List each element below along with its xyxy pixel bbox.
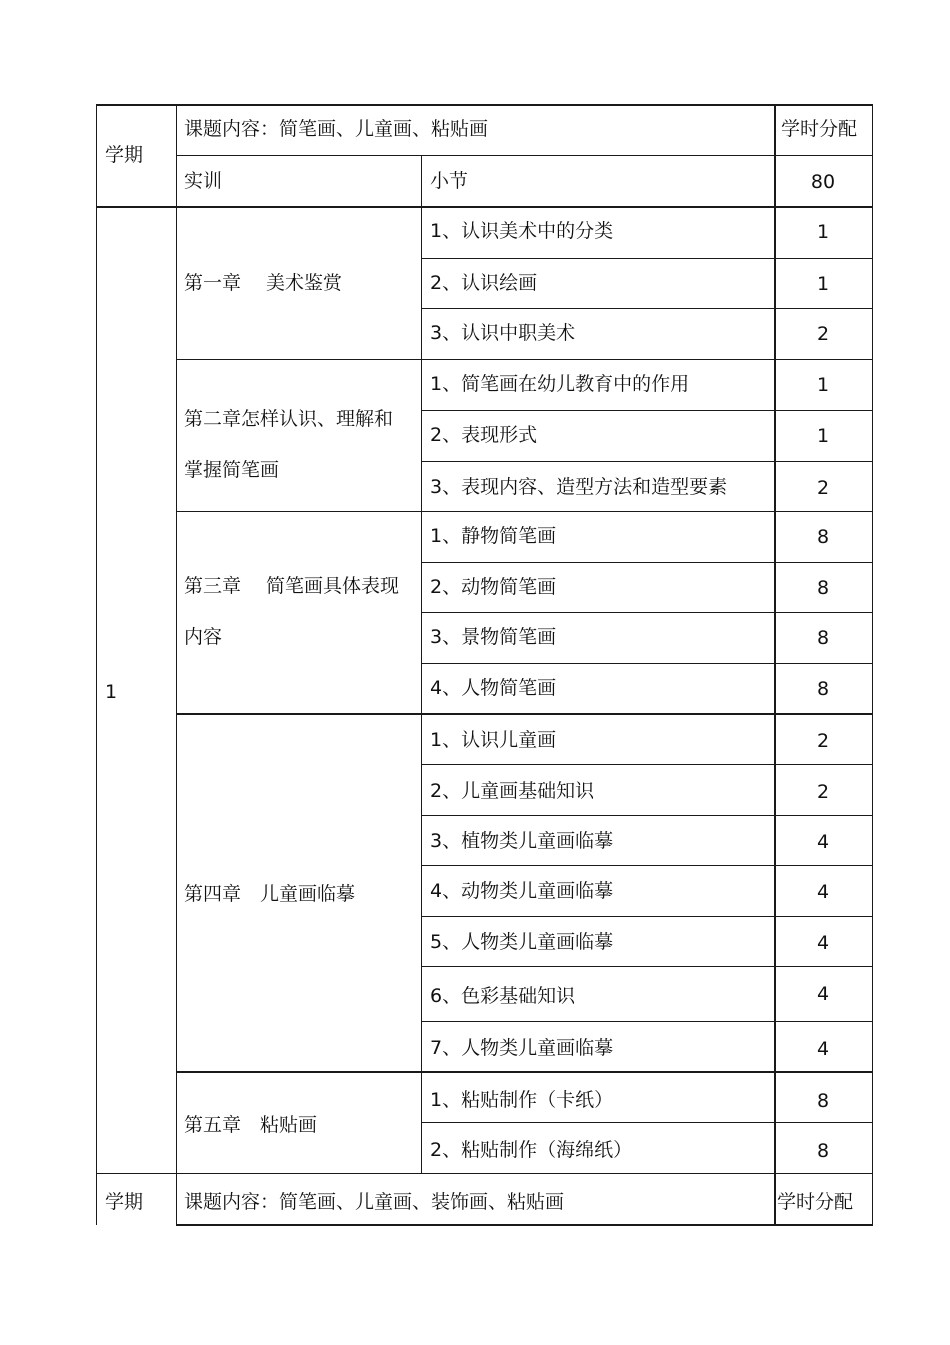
section-name: 3、认识中职美术 (430, 322, 576, 344)
section-hours: 1 (816, 221, 830, 243)
table-border-top (96, 104, 873, 106)
section-hours: 8 (816, 627, 830, 649)
section-hours: 1 (816, 425, 830, 447)
section-hours: 4 (816, 932, 830, 954)
section-hours: 4 (816, 1038, 830, 1060)
section-name: 2、认识绘画 (430, 272, 538, 294)
total-hours: 80 (810, 171, 836, 193)
rule (421, 865, 873, 866)
term-value: 1 (105, 681, 118, 703)
hours-header-repeat: 学时分配 (777, 1191, 854, 1213)
chapter-title: 第三章 简笔画具体表现内容 (184, 575, 400, 648)
term-header-repeat: 学期 (105, 1191, 144, 1213)
section-name: 3、景物简笔画 (430, 626, 557, 648)
section-name: 4、动物类儿童画临摹 (430, 880, 614, 902)
section-name: 2、儿童画基础知识 (430, 780, 595, 802)
section-name: 3、表现内容、造型方法和造型要素 (430, 476, 728, 498)
rule (421, 663, 873, 664)
section-hours: 4 (816, 881, 830, 903)
rule (421, 612, 873, 613)
rule (421, 1122, 873, 1123)
section-name: 4、人物简笔画 (430, 677, 557, 699)
rule (421, 966, 873, 967)
rule (176, 511, 873, 512)
section-header: 小节 (430, 170, 469, 192)
rule (421, 916, 873, 917)
rule (421, 461, 873, 462)
section-hours: 1 (816, 273, 830, 295)
rule (176, 359, 873, 360)
section-hours: 2 (816, 477, 830, 499)
section-name: 6、色彩基础知识 (430, 985, 576, 1007)
rule (421, 764, 873, 765)
hours-header: 学时分配 (781, 118, 858, 140)
rule (421, 258, 873, 259)
rule (176, 1224, 873, 1226)
chapter-title: 第二章怎样认识、理解和掌握简笔画 (184, 408, 394, 481)
rule (96, 206, 873, 208)
rule (176, 1071, 873, 1073)
rule (421, 815, 873, 816)
rule (421, 308, 873, 309)
section-name: 3、植物类儿童画临摹 (430, 830, 614, 852)
section-name: 1、认识美术中的分类 (430, 220, 614, 242)
section-name: 1、简笔画在幼儿教育中的作用 (430, 373, 690, 395)
section-name: 7、人物类儿童画临摹 (430, 1037, 614, 1059)
section-hours: 8 (816, 1140, 830, 1162)
table-border-left (96, 104, 97, 1225)
topic-header-repeat: 课题内容：简笔画、儿童画、装饰画、粘贴画 (184, 1191, 565, 1213)
section-hours: 8 (816, 678, 830, 700)
training-header: 实训 (184, 170, 223, 192)
section-hours: 8 (816, 526, 830, 548)
rule (96, 1173, 873, 1174)
rule (176, 713, 873, 715)
section-hours: 8 (816, 1090, 830, 1112)
section-name: 1、静物简笔画 (430, 525, 557, 547)
section-hours: 1 (816, 374, 830, 396)
section-name: 2、粘贴制作（海绵纸） (430, 1139, 633, 1161)
chapter-title: 第四章 儿童画临摹 (184, 883, 356, 905)
section-name: 1、认识儿童画 (430, 729, 557, 751)
rule (421, 206, 422, 1174)
chapter-title: 第一章 美术鉴赏 (184, 272, 343, 294)
chapter-title: 第五章 粘贴画 (184, 1114, 318, 1136)
section-name: 1、粘贴制作（卡纸） (430, 1089, 614, 1111)
rule (421, 1021, 873, 1022)
section-name: 5、人物类儿童画临摹 (430, 931, 614, 953)
topic-header: 课题内容：简笔画、儿童画、粘贴画 (184, 118, 489, 140)
section-hours: 2 (816, 323, 830, 345)
section-name: 2、表现形式 (430, 424, 538, 446)
rule (176, 104, 177, 1225)
rule (421, 410, 873, 411)
section-hours: 8 (816, 577, 830, 599)
table-border-right (872, 104, 873, 1225)
section-hours: 2 (816, 781, 830, 803)
rule (176, 155, 873, 156)
term-header: 学期 (105, 144, 144, 166)
section-name: 2、动物简笔画 (430, 576, 557, 598)
section-hours: 2 (816, 730, 830, 752)
rule (421, 562, 873, 563)
section-hours: 4 (816, 831, 830, 853)
section-hours: 4 (816, 983, 830, 1005)
rule (421, 155, 422, 208)
